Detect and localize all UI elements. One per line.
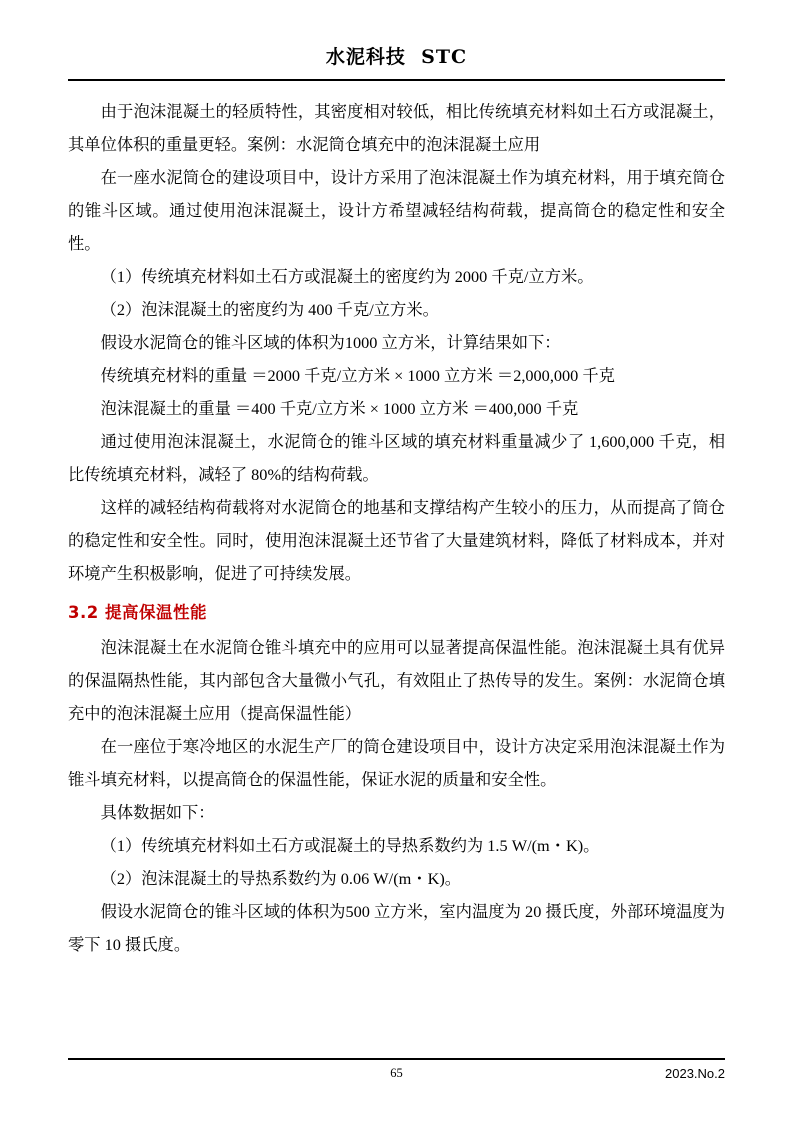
- list-item: （1）传统填充材料如土石方或混凝土的导热系数约为 1.5 W/(m・K)。: [100, 836, 600, 855]
- issue-label: 2023.No.2: [665, 1066, 725, 1081]
- list-item: （2）泡沫混凝土的导热系数约为 0.06 W/(m・K)。: [100, 869, 462, 888]
- paragraph: 这样的减轻结构荷载将对水泥筒仓的地基和支撑结构产生较小的压力，从而提高了筒仓的稳定性和安全性。同时，使用泡沫混凝土还节省了大量建筑材料，降低了材料成本，并对环境产生积极影响，促进了可持续发展。: [68, 498, 725, 583]
- paragraph: 通过使用泡沫混凝土，水泥筒仓的锥斗区域的填充材料重量减少了 1,600,000 千克，相比传统填充材料，减轻了 80%的结构荷载。: [68, 432, 725, 484]
- paragraph: 由于泡沫混凝土的轻质特性，其密度相对较低，相比传统填充材料如土石方或混凝土，其单位体积的重量更轻。案例：水泥筒仓填充中的泡沫混凝土应用: [68, 102, 725, 154]
- journal-title: 水泥科技 STC: [325, 46, 468, 68]
- page-number: 65: [390, 1066, 403, 1080]
- formula-line: 泡沫混凝土的重量 ＝400 千克/立方米 × 1000 立方米 ＝400,000 千克: [100, 399, 579, 418]
- section-heading: 3.2 提高保温性能: [68, 603, 207, 622]
- paragraph: 假设水泥筒仓的锥斗区域的体积为500 立方米，室内温度为 20 摄氏度，外部环境温度为零下 10 摄氏度。: [68, 902, 725, 954]
- list-item: （2）泡沫混凝土的密度约为 400 千克/立方米。: [100, 300, 439, 319]
- page-footer: [68, 1058, 725, 1086]
- paragraph: 具体数据如下：: [100, 803, 215, 822]
- paragraph: 在一座位于寒冷地区的水泥生产厂的筒仓建设项目中，设计方决定采用泡沫混凝土作为锥斗填充材料，以提高筒仓的保温性能，保证水泥的质量和安全性。: [68, 737, 725, 789]
- paragraph: 泡沫混凝土在水泥筒仓锥斗填充中的应用可以显著提高保温性能。泡沫混凝土具有优异的保温隔热性能，其内部包含大量微小气孔，有效阻止了热传导的发生。案例：水泥筒仓填充中的泡沫混凝土应用（提高保温性能）: [68, 638, 725, 723]
- paragraph: 假设水泥筒仓的锥斗区域的体积为1000 立方米，计算结果如下：: [100, 333, 561, 352]
- footer-row: [68, 1066, 725, 1086]
- formula-line: 传统填充材料的重量 ＝2000 千克/立方米 × 1000 立方米 ＝2,000,000 千克: [100, 366, 615, 385]
- list-item: （1）传统填充材料如土石方或混凝土的密度约为 2000 千克/立方米。: [100, 267, 594, 286]
- page-content: [68, 81, 725, 961]
- paragraph: 在一座水泥筒仓的建设项目中，设计方采用了泡沫混凝土作为填充材料，用于填充筒仓的锥斗区域。通过使用泡沫混凝土，设计方希望减轻结构荷载，提高筒仓的稳定性和安全性。: [68, 168, 725, 253]
- footer-divider: [68, 1058, 725, 1060]
- page-header: [68, 0, 725, 81]
